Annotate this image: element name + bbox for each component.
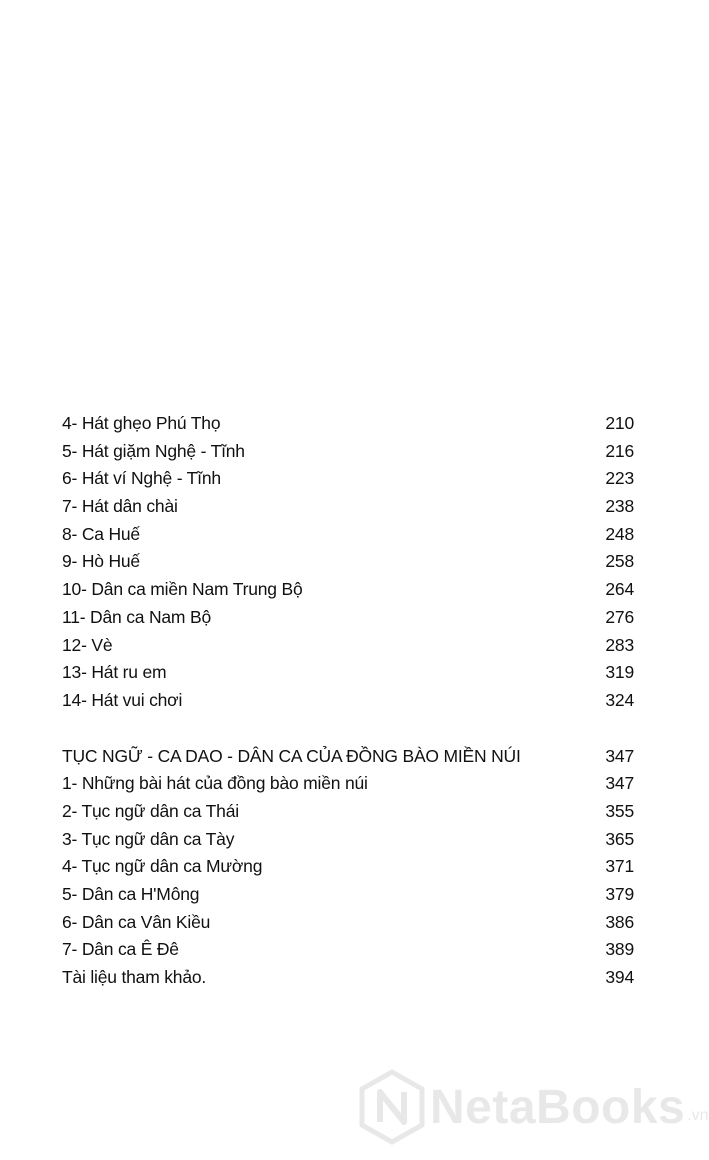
- toc-row: [62, 604, 634, 632]
- toc-entry-page: 216: [605, 440, 634, 461]
- toc-row: [62, 909, 634, 937]
- toc-entry-title: 6- Hát ví Nghệ - Tĩnh: [62, 468, 221, 489]
- toc-row: [62, 826, 634, 854]
- toc-row: [62, 659, 634, 687]
- toc-entry-title: 11- Dân ca Nam Bộ: [62, 606, 211, 627]
- toc-entry-title: 4- Tục ngữ dân ca Mường: [62, 856, 263, 877]
- toc-entry-page: 379: [605, 884, 634, 904]
- toc-entry-page: 210: [605, 413, 634, 433]
- toc-entry-page: 365: [605, 828, 634, 849]
- toc-row: [62, 576, 634, 604]
- table-of-contents: [62, 410, 634, 992]
- toc-entry-title: 9- Hò Huế: [62, 551, 140, 572]
- toc-entry-page: 389: [605, 939, 634, 960]
- toc-entry-title: 8- Ca Huế: [62, 523, 140, 544]
- toc-row: [62, 438, 634, 466]
- toc-row: [62, 632, 634, 660]
- toc-entry-page: 347: [605, 745, 634, 766]
- toc-row: [62, 881, 634, 909]
- toc-entry-title: 5- Hát giặm Nghệ - Tĩnh: [62, 440, 245, 461]
- netabooks-watermark: [360, 1062, 709, 1152]
- toc-entry-page: 324: [605, 689, 634, 710]
- toc-section-heading: TỤC NGỮ - CA DAO - DÂN CA CỦA ĐỒNG BÀO MIỀN NÚI: [62, 745, 521, 766]
- netabooks-n-logo-icon: [360, 1070, 424, 1144]
- toc-entry-title: 5- Dân ca H'Mông: [62, 884, 200, 904]
- toc-row: [62, 964, 634, 992]
- toc-entry-page: 258: [605, 551, 634, 572]
- toc-entry-title: 7- Dân ca Ê Đê: [62, 939, 179, 960]
- toc-entry-title: 3- Tục ngữ dân ca Tày: [62, 828, 235, 849]
- section-spacer: [62, 715, 634, 743]
- toc-entry-page: 238: [605, 496, 634, 517]
- toc-entry-page: 386: [605, 911, 634, 932]
- toc-entry-title: 2- Tục ngữ dân ca Thái: [62, 800, 239, 821]
- toc-row: [62, 521, 634, 549]
- toc-row: [62, 853, 634, 881]
- toc-entry-page: 223: [605, 468, 634, 489]
- toc-row: [62, 936, 634, 964]
- toc-row: [62, 410, 634, 438]
- toc-entry-page: 394: [605, 967, 634, 988]
- toc-entry-page: 248: [605, 523, 634, 544]
- toc-row: [62, 493, 634, 521]
- toc-entry-page: 276: [605, 606, 634, 627]
- toc-entry-title: 12- Vè: [62, 634, 113, 655]
- toc-entry-page: 371: [605, 856, 634, 877]
- toc-entry-title: 4- Hát ghẹo Phú Thọ: [62, 413, 221, 433]
- toc-entry-title: 6- Dân ca Vân Kiều: [62, 911, 211, 932]
- toc-entry-title: 13- Hát ru em: [62, 662, 167, 683]
- toc-entry-page: 264: [605, 579, 634, 600]
- toc-entry-title: 14- Hát vui chơi: [62, 689, 183, 710]
- toc-row: [62, 770, 634, 798]
- toc-row: [62, 798, 634, 826]
- toc-entry-page: 283: [605, 634, 634, 655]
- watermark-suffix: .vn: [687, 1107, 709, 1124]
- toc-entry-title: 7- Hát dân chài: [62, 496, 178, 517]
- toc-row: [62, 548, 634, 576]
- toc-row: [62, 687, 634, 715]
- toc-entry-title: Tài liệu tham khảo.: [62, 967, 207, 988]
- toc-section-heading-row: [62, 743, 634, 771]
- watermark-brand: NetaBooks: [430, 1080, 686, 1134]
- toc-entry-page: 347: [605, 773, 634, 794]
- toc-entry-title: 10- Dân ca miền Nam Trung Bộ: [62, 579, 303, 600]
- toc-entry-page: 355: [605, 800, 634, 821]
- toc-entry-title: 1- Những bài hát của đồng bào miền núi: [62, 773, 368, 794]
- toc-row: [62, 465, 634, 493]
- toc-entry-page: 319: [605, 662, 634, 683]
